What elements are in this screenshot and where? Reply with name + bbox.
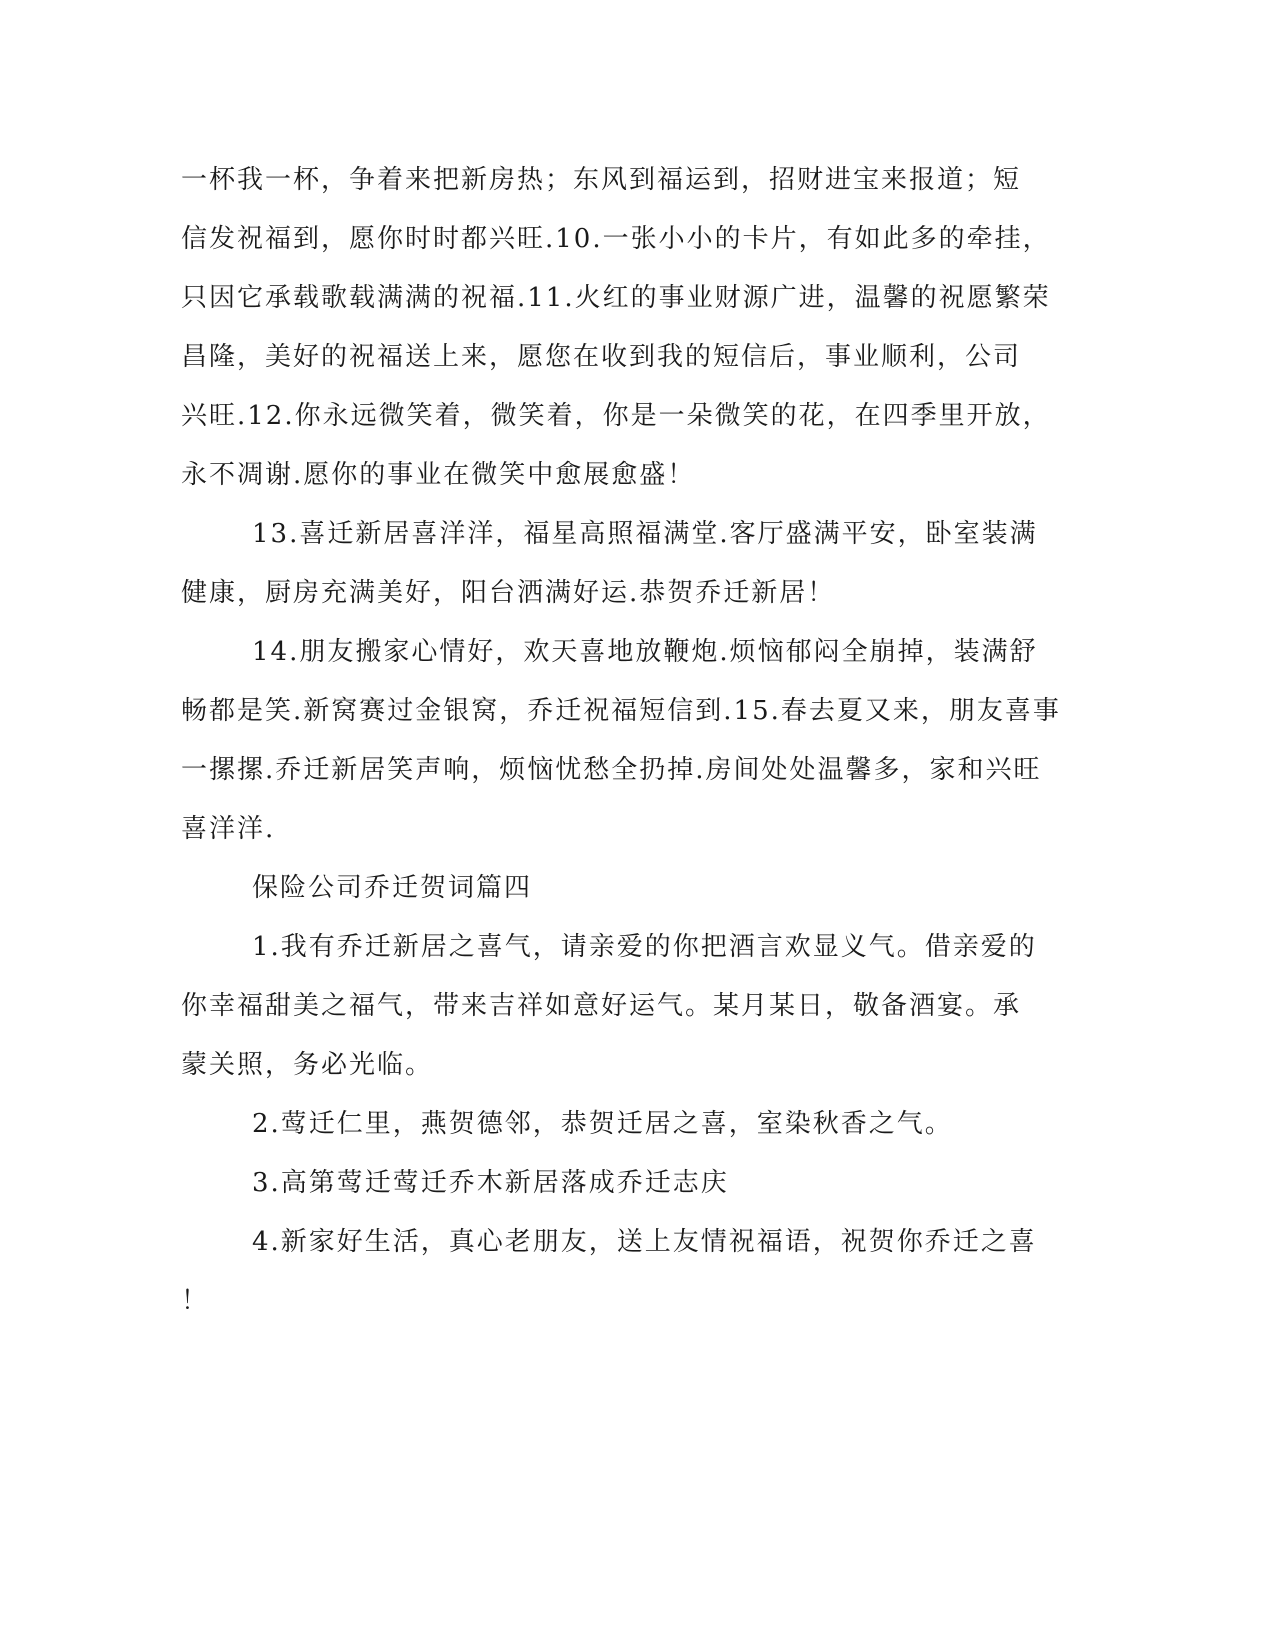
text-line: 蒙关照，务必光临。 (181, 1050, 434, 1080)
text-line: 永不凋谢.愿你的事业在微笑中愈展愈盛！ (181, 460, 696, 490)
section-heading: 保险公司乔迁贺词篇四 (252, 873, 533, 903)
text-line: 一杯我一杯，争着来把新房热；东风到福运到，招财进宝来报道；短 (181, 165, 1022, 195)
text-line: 喜洋洋. (181, 814, 276, 844)
text-line: 昌隆，美好的祝福送上来，愿您在收到我的短信后，事业顺利，公司 (181, 342, 1022, 372)
text-line: 健康，厨房充满美好，阳台洒满好运.恭贺乔迁新居！ (181, 578, 836, 608)
text-line: 你幸福甜美之福气，带来吉祥如意好运气。某月某日，敬备酒宴。承 (181, 991, 1022, 1021)
text-line: 信发祝福到，愿你时时都兴旺.10.一张小小的卡片，有如此多的牵挂， (181, 224, 1051, 254)
text-line: 3.高第莺迁莺迁乔木新居落成乔迁志庆 (252, 1168, 729, 1198)
text-line: 只因它承载歌载满满的祝福.11.火红的事业财源广进，温馨的祝愿繁荣 (181, 283, 1051, 313)
text-line: 4.新家好生活，真心老朋友，送上友情祝福语，祝贺你乔迁之喜 (252, 1227, 1037, 1257)
text-line: 1.我有乔迁新居之喜气，请亲爱的你把酒言欢显义气。借亲爱的 (252, 932, 1037, 962)
text-line: 一摞摞.乔迁新居笑声响，烦恼忧愁全扔掉.房间处处温馨多，家和兴旺 (181, 755, 1042, 785)
text-line: 13.喜迁新居喜洋洋，福星高照福满堂.客厅盛满平安，卧室装满 (252, 519, 1038, 549)
text-line: ！ (181, 1286, 210, 1316)
text-line: 2.莺迁仁里，燕贺德邻，恭贺迁居之喜，室染秋香之气。 (252, 1109, 953, 1139)
text-line: 兴旺.12.你永远微笑着，微笑着，你是一朵微笑的花，在四季里开放， (181, 401, 1051, 431)
text-line: 14.朋友搬家心情好，欢天喜地放鞭炮.烦恼郁闷全崩掉，装满舒 (252, 637, 1038, 667)
text-line: 畅都是笑.新窝赛过金银窝，乔迁祝福短信到.15.春去夏又来，朋友喜事 (181, 696, 1061, 726)
